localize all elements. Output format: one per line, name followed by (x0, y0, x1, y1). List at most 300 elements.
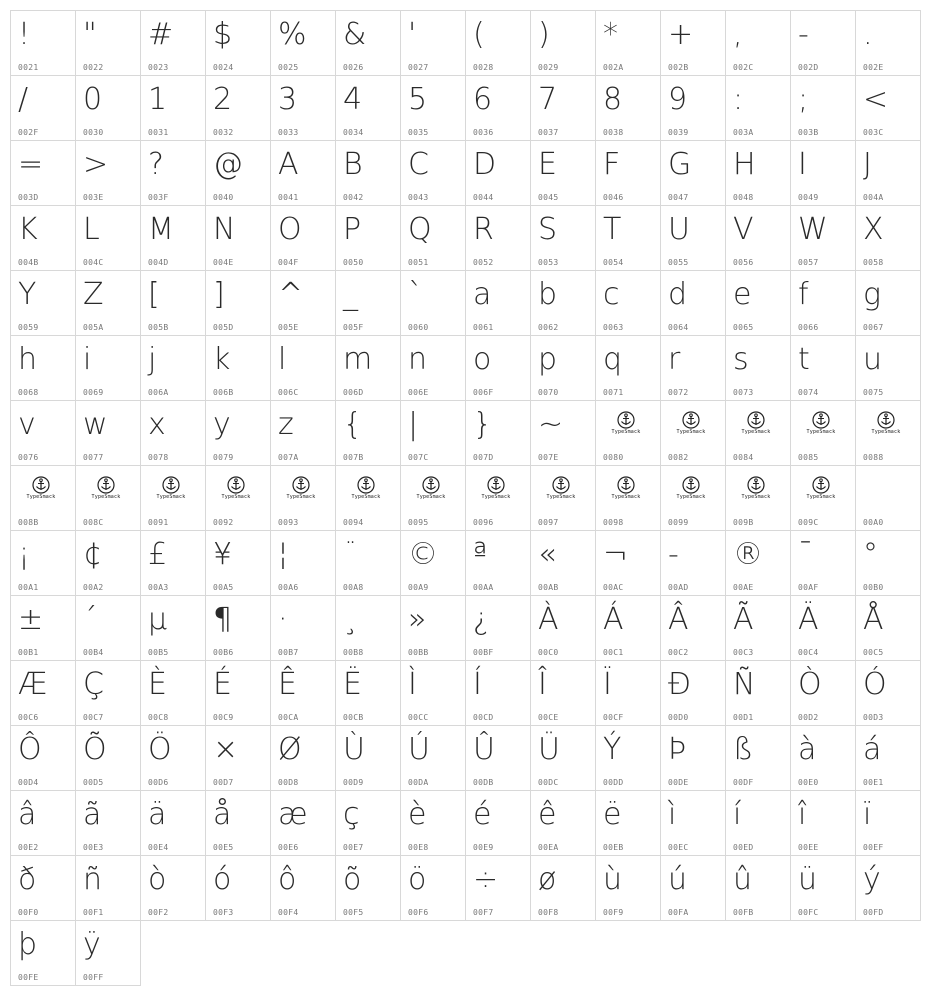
logo-text: TypeSmack (351, 494, 381, 500)
logo-text: TypeSmack (871, 429, 901, 435)
glyph-cell (75, 335, 141, 401)
glyph-cell (790, 855, 856, 921)
glyph-character: Ü (538, 732, 560, 767)
glyph-codepoint: 00CA (278, 713, 299, 722)
glyph-character: õ (343, 862, 362, 897)
glyph-character: ± (18, 602, 44, 637)
glyph-cell (660, 530, 726, 596)
glyph-character: È (148, 667, 167, 702)
glyph-codepoint: 004E (213, 258, 234, 267)
glyph-codepoint: 00FB (733, 908, 754, 917)
glyph-codepoint: 005F (343, 323, 364, 332)
glyph-cell (140, 790, 206, 856)
glyph-codepoint: 00B4 (83, 648, 104, 657)
glyph-codepoint: 00C7 (83, 713, 104, 722)
glyph-cell (205, 335, 271, 401)
glyph-codepoint: 0074 (798, 388, 819, 397)
glyph-cell (465, 855, 531, 921)
glyph-cell (75, 920, 141, 986)
glyph-cell (595, 335, 661, 401)
glyph-cell (855, 335, 921, 401)
glyph-character: ó (213, 862, 232, 897)
glyph-character: ' (408, 17, 417, 52)
glyph-character: à (798, 732, 817, 767)
glyph-cell (660, 10, 726, 76)
glyph-codepoint: 00B5 (148, 648, 169, 657)
glyph-codepoint: 0063 (603, 323, 624, 332)
glyph-codepoint: 0053 (538, 258, 559, 267)
glyph-character: ö (408, 862, 427, 897)
glyph-character: B (343, 147, 363, 182)
glyph-cell (725, 855, 791, 921)
glyph-character: Z (83, 277, 104, 312)
anchor-logo-icon (866, 411, 906, 441)
glyph-character: Y (18, 277, 37, 312)
glyph-character: ; (798, 82, 809, 117)
glyph-character: # (148, 17, 174, 52)
glyph-character: ^ (278, 277, 304, 312)
glyph-cell (205, 140, 271, 206)
glyph-cell (270, 335, 336, 401)
glyph-codepoint: 0024 (213, 63, 234, 72)
glyph-character: 9 (668, 82, 688, 117)
logo-text: TypeSmack (676, 494, 706, 500)
glyph-cell (595, 140, 661, 206)
glyph-codepoint: 0076 (18, 453, 39, 462)
glyph-cell (725, 465, 791, 531)
glyph-cell (595, 270, 661, 336)
glyph-cell (855, 10, 921, 76)
glyph-cell (400, 465, 466, 531)
glyph-codepoint: 0069 (83, 388, 104, 397)
glyph-character: I (798, 147, 807, 182)
glyph-cell (140, 270, 206, 336)
glyph-character: ! (18, 17, 31, 52)
glyph-character: Í (473, 667, 482, 702)
glyph-codepoint: 00BB (408, 648, 429, 657)
glyph-character: ° (863, 537, 878, 572)
glyph-cell (140, 140, 206, 206)
glyph-character: $ (213, 17, 233, 52)
glyph-codepoint: 0084 (733, 453, 754, 462)
glyph-codepoint: 004C (83, 258, 104, 267)
glyph-cell (855, 140, 921, 206)
glyph-grid (10, 10, 920, 985)
glyph-cell (75, 205, 141, 271)
glyph-codepoint: 00D6 (148, 778, 169, 787)
glyph-codepoint: 00D7 (213, 778, 234, 787)
logo-text: TypeSmack (676, 429, 706, 435)
glyph-codepoint: 0046 (603, 193, 624, 202)
glyph-character: D (473, 147, 497, 182)
glyph-codepoint: 00E6 (278, 843, 299, 852)
anchor-logo-icon (736, 411, 776, 441)
glyph-codepoint: 00D1 (733, 713, 754, 722)
glyph-cell (140, 10, 206, 76)
glyph-codepoint: 006D (343, 388, 364, 397)
glyph-codepoint: 003E (83, 193, 104, 202)
glyph-codepoint: 0093 (278, 518, 299, 527)
glyph-codepoint: 0067 (863, 323, 884, 332)
glyph-codepoint: 008B (18, 518, 39, 527)
glyph-codepoint: 0036 (473, 128, 494, 137)
glyph-cell (660, 270, 726, 336)
glyph-character: ¥ (213, 537, 233, 572)
glyph-cell (660, 400, 726, 466)
anchor-logo-icon (606, 476, 646, 506)
glyph-cell (10, 465, 76, 531)
glyph-character: á (863, 732, 882, 767)
glyph-codepoint: 0060 (408, 323, 429, 332)
glyph-cell (660, 140, 726, 206)
glyph-cell (530, 75, 596, 141)
glyph-character: ¬ (603, 537, 629, 572)
glyph-codepoint: 00DF (733, 778, 754, 787)
glyph-cell (335, 205, 401, 271)
glyph-cell (595, 10, 661, 76)
glyph-character: ã (83, 797, 102, 832)
glyph-cell (335, 855, 401, 921)
glyph-character: K (18, 212, 38, 247)
glyph-codepoint: 00E7 (343, 843, 364, 852)
glyph-codepoint: 0079 (213, 453, 234, 462)
glyph-character: U (668, 212, 690, 247)
glyph-cell (660, 790, 726, 856)
glyph-codepoint: 005B (148, 323, 169, 332)
glyph-codepoint: 0098 (603, 518, 624, 527)
glyph-character: M (148, 212, 174, 247)
glyph-cell (400, 335, 466, 401)
glyph-codepoint: 0050 (343, 258, 364, 267)
glyph-cell (140, 400, 206, 466)
glyph-cell (400, 595, 466, 661)
anchor-logo-icon (801, 411, 841, 441)
glyph-cell (335, 270, 401, 336)
glyph-codepoint: 00F1 (83, 908, 104, 917)
glyph-cell (335, 75, 401, 141)
glyph-codepoint: 0038 (603, 128, 624, 137)
glyph-codepoint: 00F8 (538, 908, 559, 917)
glyph-character: _ (343, 277, 358, 312)
glyph-codepoint: 00AF (798, 583, 819, 592)
glyph-cell (790, 790, 856, 856)
glyph-character: o (473, 342, 492, 377)
glyph-character: E (538, 147, 557, 182)
glyph-codepoint: 002B (668, 63, 689, 72)
glyph-codepoint: 00E9 (473, 843, 494, 852)
glyph-cell (465, 530, 531, 596)
glyph-cell (855, 855, 921, 921)
glyph-cell (400, 140, 466, 206)
glyph-codepoint: 00C4 (798, 648, 819, 657)
glyph-character: Ò (798, 667, 822, 702)
glyph-codepoint: 0034 (343, 128, 364, 137)
glyph-character: & (343, 17, 367, 52)
logo-text: TypeSmack (221, 494, 251, 500)
glyph-codepoint: 006A (148, 388, 169, 397)
glyph-character: µ (148, 602, 168, 637)
glyph-character: Á (603, 602, 624, 637)
glyph-codepoint: 009C (798, 518, 819, 527)
glyph-cell (530, 205, 596, 271)
glyph-character: ç (343, 797, 360, 832)
glyph-cell (660, 595, 726, 661)
glyph-codepoint: 00D9 (343, 778, 364, 787)
glyph-character: t (798, 342, 810, 377)
glyph-cell (270, 725, 336, 791)
glyph-character: | (408, 407, 419, 442)
glyph-cell (205, 660, 271, 726)
glyph-cell (140, 465, 206, 531)
glyph-character: 8 (603, 82, 623, 117)
anchor-logo-icon (606, 411, 646, 441)
glyph-character: ¢ (83, 537, 103, 572)
glyph-codepoint: 00E0 (798, 778, 819, 787)
glyph-cell (75, 400, 141, 466)
glyph-cell (10, 595, 76, 661)
glyph-codepoint: 00F5 (343, 908, 364, 917)
glyph-character: 5 (408, 82, 428, 117)
glyph-cell (335, 10, 401, 76)
glyph-cell (465, 205, 531, 271)
glyph-character: " (83, 17, 97, 52)
glyph-cell (140, 855, 206, 921)
glyph-character: } (473, 407, 493, 442)
glyph-codepoint: 00BF (473, 648, 494, 657)
glyph-codepoint: 00A9 (408, 583, 429, 592)
glyph-cell (530, 10, 596, 76)
glyph-cell (10, 400, 76, 466)
glyph-character: < (863, 82, 889, 117)
glyph-codepoint: 0065 (733, 323, 754, 332)
glyph-codepoint: 0033 (278, 128, 299, 137)
glyph-character: ¶ (213, 602, 233, 637)
glyph-cell (530, 855, 596, 921)
glyph-character: x (148, 407, 166, 442)
glyph-codepoint: 00B7 (278, 648, 299, 657)
glyph-cell (10, 75, 76, 141)
glyph-character: w (83, 407, 108, 442)
glyph-character: 1 (148, 82, 168, 117)
glyph-codepoint: 0070 (538, 388, 559, 397)
glyph-cell (465, 660, 531, 726)
glyph-character: j (148, 342, 157, 377)
glyph-cell (205, 75, 271, 141)
glyph-character: Ù (343, 732, 365, 767)
glyph-cell (205, 270, 271, 336)
glyph-codepoint: 0091 (148, 518, 169, 527)
glyph-character: ~ (538, 407, 564, 442)
glyph-cell (205, 725, 271, 791)
glyph-cell (465, 595, 531, 661)
glyph-codepoint: 00DA (408, 778, 429, 787)
glyph-character: l (278, 342, 287, 377)
glyph-codepoint: 0055 (668, 258, 689, 267)
glyph-codepoint: 0068 (18, 388, 39, 397)
glyph-character: Ç (83, 667, 104, 702)
glyph-codepoint: 00E1 (863, 778, 884, 787)
glyph-cell (465, 400, 531, 466)
anchor-logo-icon (801, 476, 841, 506)
glyph-character: - (798, 17, 809, 52)
glyph-cell (75, 595, 141, 661)
glyph-codepoint: 0028 (473, 63, 494, 72)
glyph-codepoint: 00D4 (18, 778, 39, 787)
glyph-codepoint: 00AE (733, 583, 754, 592)
glyph-codepoint: 00C8 (148, 713, 169, 722)
glyph-character: ü (798, 862, 818, 897)
glyph-character: Ú (408, 732, 430, 767)
glyph-cell (790, 595, 856, 661)
glyph-codepoint: 004A (863, 193, 884, 202)
anchor-logo-icon (216, 476, 256, 506)
glyph-cell (400, 725, 466, 791)
glyph-cell (660, 660, 726, 726)
glyph-codepoint: 0077 (83, 453, 104, 462)
glyph-codepoint: 006E (408, 388, 429, 397)
glyph-cell (10, 205, 76, 271)
glyph-codepoint: 004D (148, 258, 169, 267)
glyph-cell (10, 790, 76, 856)
glyph-codepoint: 00FC (798, 908, 819, 917)
glyph-cell (660, 75, 726, 141)
glyph-cell (205, 595, 271, 661)
logo-text: TypeSmack (156, 494, 186, 500)
glyph-character: G (668, 147, 692, 182)
glyph-character: P (343, 212, 362, 247)
glyph-codepoint: 009B (733, 518, 754, 527)
glyph-cell (10, 10, 76, 76)
glyph-codepoint: 0041 (278, 193, 299, 202)
logo-text: TypeSmack (416, 494, 446, 500)
glyph-codepoint: 00DB (473, 778, 494, 787)
glyph-codepoint: 0026 (343, 63, 364, 72)
glyph-cell (335, 530, 401, 596)
glyph-character: ÿ (83, 927, 101, 962)
glyph-codepoint: 0078 (148, 453, 169, 462)
glyph-cell (400, 75, 466, 141)
glyph-cell (270, 75, 336, 141)
glyph-codepoint: 0095 (408, 518, 429, 527)
glyph-cell (205, 530, 271, 596)
glyph-character: Ø (278, 732, 302, 767)
glyph-codepoint: 0035 (408, 128, 429, 137)
glyph-codepoint: 00E8 (408, 843, 429, 852)
glyph-character: % (278, 17, 307, 52)
logo-text: TypeSmack (806, 429, 836, 435)
glyph-codepoint: 00CF (603, 713, 624, 722)
glyph-character: : (733, 82, 744, 117)
glyph-character: O (278, 212, 302, 247)
glyph-cell (400, 855, 466, 921)
glyph-cell (465, 335, 531, 401)
glyph-character: * (603, 17, 618, 52)
glyph-codepoint: 007D (473, 453, 494, 462)
glyph-codepoint: 00C3 (733, 648, 754, 657)
anchor-logo-icon (86, 476, 126, 506)
glyph-codepoint: 006C (278, 388, 299, 397)
glyph-codepoint: 003A (733, 128, 754, 137)
glyph-cell (465, 790, 531, 856)
glyph-cell (75, 530, 141, 596)
glyph-codepoint: 007B (343, 453, 364, 462)
glyph-codepoint: 0057 (798, 258, 819, 267)
glyph-character: / (18, 82, 29, 117)
glyph-character: 6 (473, 82, 493, 117)
glyph-cell (10, 530, 76, 596)
glyph-cell (855, 400, 921, 466)
glyph-codepoint: 002E (863, 63, 884, 72)
glyph-cell (10, 855, 76, 921)
glyph-character: ñ (83, 862, 103, 897)
glyph-character: ÷ (473, 862, 499, 897)
glyph-codepoint: 00C5 (863, 648, 884, 657)
glyph-cell (205, 790, 271, 856)
glyph-cell (140, 205, 206, 271)
glyph-cell (465, 465, 531, 531)
glyph-codepoint: 003B (798, 128, 819, 137)
glyph-character: ¸ (343, 602, 358, 637)
glyph-cell (75, 465, 141, 531)
glyph-codepoint: 004F (278, 258, 299, 267)
glyph-character: h (18, 342, 38, 377)
glyph-cell (530, 140, 596, 206)
glyph-codepoint: 0064 (668, 323, 689, 332)
glyph-character: d (668, 277, 688, 312)
glyph-character: ¿ (473, 602, 490, 637)
glyph-cell (10, 335, 76, 401)
glyph-character: ø (538, 862, 557, 897)
glyph-cell (660, 465, 726, 531)
glyph-character: ¡ (18, 537, 31, 572)
glyph-codepoint: 0047 (668, 193, 689, 202)
glyph-codepoint: 00CB (343, 713, 364, 722)
glyph-codepoint: 00A0 (863, 518, 884, 527)
glyph-cell (595, 660, 661, 726)
glyph-codepoint: 00FE (18, 973, 39, 982)
glyph-character: Ê (278, 667, 297, 702)
glyph-codepoint: 005A (83, 323, 104, 332)
glyph-codepoint: 00E2 (18, 843, 39, 852)
logo-text: TypeSmack (611, 494, 641, 500)
glyph-codepoint: 0049 (798, 193, 819, 202)
glyph-character: Þ (668, 732, 687, 767)
glyph-character: T (603, 212, 622, 247)
glyph-character: Ã (733, 602, 754, 637)
glyph-codepoint: 0052 (473, 258, 494, 267)
glyph-character: î (798, 797, 807, 832)
glyph-cell (10, 660, 76, 726)
glyph-codepoint: 0096 (473, 518, 494, 527)
glyph-codepoint: 0030 (83, 128, 104, 137)
glyph-character: e (733, 277, 752, 312)
glyph-cell (790, 270, 856, 336)
glyph-codepoint: 007A (278, 453, 299, 462)
glyph-cell (270, 205, 336, 271)
glyph-codepoint: 0023 (148, 63, 169, 72)
glyph-codepoint: 0082 (668, 453, 689, 462)
glyph-character: ¨ (343, 537, 358, 572)
glyph-codepoint: 006B (213, 388, 234, 397)
glyph-character: 2 (213, 82, 233, 117)
glyph-codepoint: 00D2 (798, 713, 819, 722)
anchor-logo-icon (346, 476, 386, 506)
glyph-codepoint: 0094 (343, 518, 364, 527)
logo-text: TypeSmack (741, 429, 771, 435)
glyph-cell (595, 75, 661, 141)
glyph-codepoint: 0044 (473, 193, 494, 202)
glyph-codepoint: 0072 (668, 388, 689, 397)
